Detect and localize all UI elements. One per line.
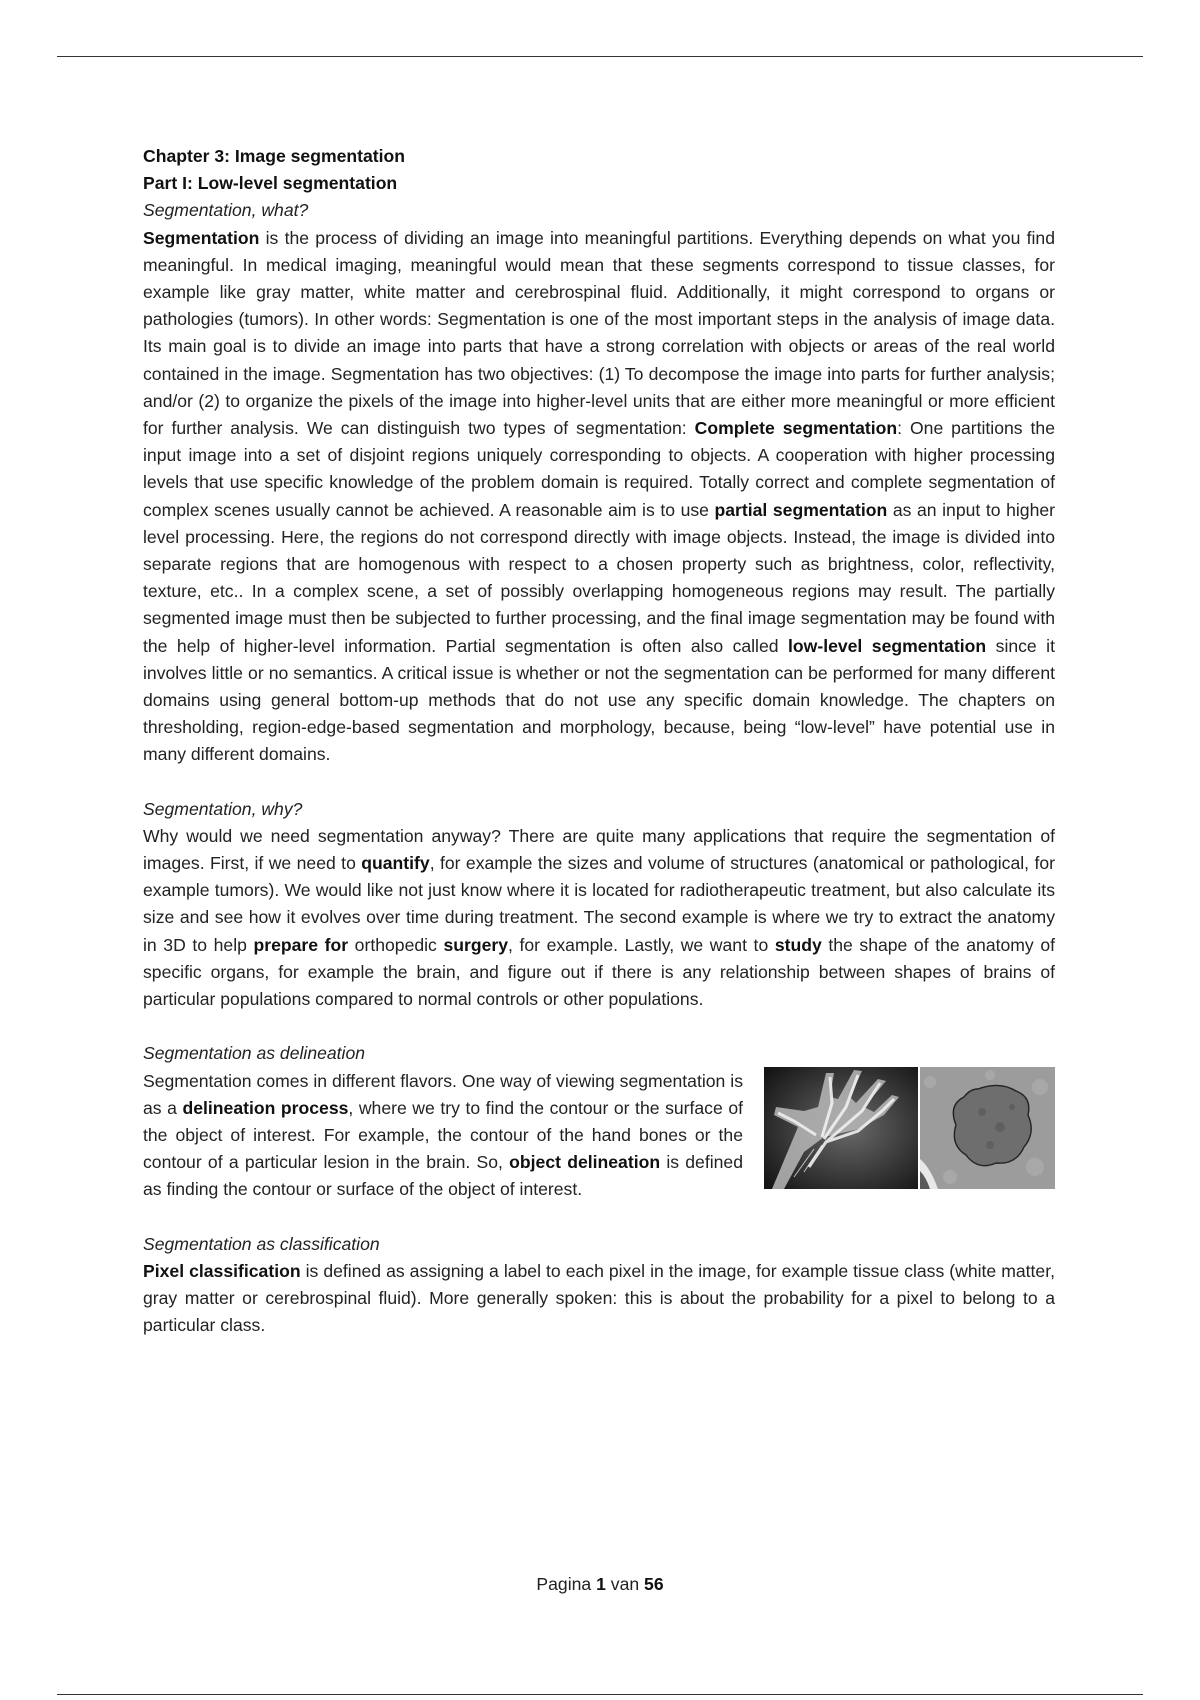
part-title: Part I: Low-level segmentation [143, 173, 398, 194]
paragraph-why: Why would we need segmentation anyway? There are quite many applications that require the segmentation of images. First, if we need to quantify, for example the sizes and volume of structures (anatomical or pathological, for example tumors). We would like not just know where it is located for radiotherapeutic treatment, but also calculate its size and see how it evolves over time during treatment. The second example is where we try to extract the anatomy in 3D to help prepare for orthopedic surgery, for example. Lastly, we want to study the shape of the anatomy of specific organs, for example the brain, and figure out if there is any relationship between shapes of brains of particular populations compared to normal controls or other populations. [143, 825, 1055, 1010]
delineation-figure [764, 1067, 1055, 1189]
pagina-label: Pagina [536, 1574, 592, 1594]
page-content [143, 143, 1055, 1339]
delineation-section [143, 1040, 1055, 1203]
paragraph-delineation: Segmentation comes in different flavors. One way of viewing segmentation is as a delineation process, where we try to find the contour or the surface of the object of interest. For example, the contour of the hand bones or the contour of a particular lesion in the brain. So, object delineation is defined as finding the contour or surface of the object of interest. [143, 1070, 743, 1200]
footer-rule [57, 1694, 1143, 1695]
chapter-title: Chapter 3: Image segmentation [143, 146, 406, 166]
header-rule [57, 56, 1143, 57]
section-heading-what: Segmentation, what? [143, 200, 309, 221]
paragraph-classification: Pixel classification is defined as assigning a label to each pixel in the image, for example tissue class (white matter, gray matter or cerebrospinal fluid). More generally spoken: this is about the probability for a pixel to belong to a particular class. [143, 1260, 1055, 1336]
section-heading-classification: Segmentation as classification [143, 1233, 380, 1254]
van-label: van [610, 1574, 640, 1594]
brain-lesion-image [920, 1067, 1055, 1189]
total-pages-number: 56 [644, 1574, 664, 1594]
current-page-number: 1 [596, 1574, 606, 1594]
paragraph-what: Segmentation is the process of dividing an image into meaningful partitions. Everything depends on what you find meaningful. In medical imaging, meaningful would mean that these segments correspond to tissue classes, for example like gray matter, white matter and cerebrospinal fluid. Additionally, it might correspond to organs or pathologies (tumors). In other words: Segmentation is one of the most important steps in the analysis of image data. Its main goal is to divide an image into parts that have a strong correlation with objects or areas of the real world contained in the image. Segmentation has two objectives: (1) To decompose the image into parts for further analysis; and/or (2) to organize the pixels of the image into higher-level units that are either more meaningful or more efficient for further analysis. We can distinguish two types of segmentation: Complete segmentation: One partitions the input image into a set of disjoint regions uniquely corresponding to objects. A cooperation with higher processing levels that use specific knowledge of the problem domain is required. Totally correct and complete segmentation of complex scenes usually cannot be achieved. A reasonable aim is to use partial segmentation as an input to higher level processing. Here, the regions do not correspond directly with image objects. Instead, the image is divided into separate regions that are homogenous with respect to a chosen property such as brightness, color, reflectivity, texture, etc.. In a complex scene, a set of possibly overlapping homogeneous regions may result. The partially segmented image must then be subjected to further processing, and the final image segmentation may be found with the help of higher-level information. Partial segmentation is often also called low-level segmentation since it involves little or no semantics. A critical issue is whether or not the segmentation can be performed for many different domains using general bottom-up methods that do not use any specific domain knowledge. The chapters on thresholding, region-edge-based segmentation and morphology, because, being “low-level” have potential use in many different domains. [143, 227, 1055, 765]
page-footer [0, 1574, 1200, 1595]
section-heading-delineation: Segmentation as delineation [143, 1043, 366, 1064]
section-heading-why: Segmentation, why? [143, 798, 303, 819]
hand-xray-image [764, 1067, 918, 1189]
